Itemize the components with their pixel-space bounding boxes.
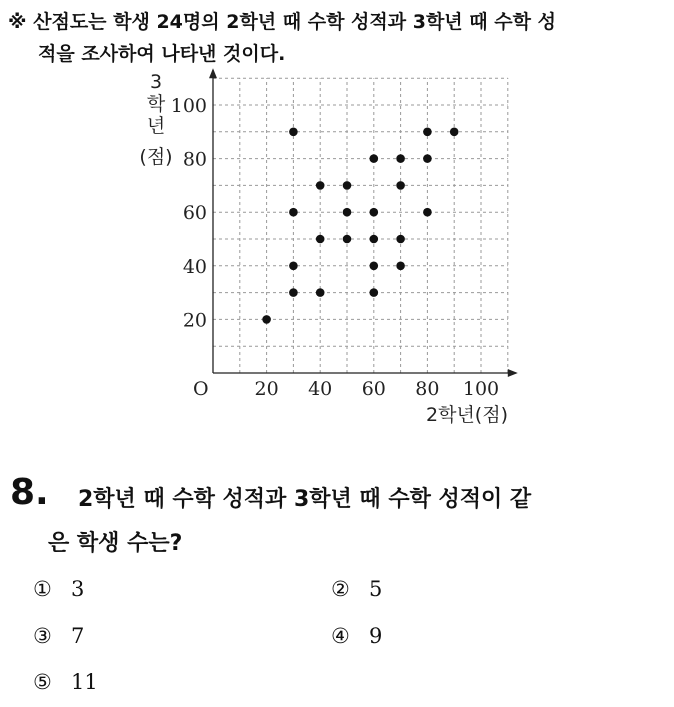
data-point — [289, 262, 298, 271]
x-tick-label: 100 — [462, 378, 500, 400]
data-point — [370, 288, 379, 297]
data-point — [262, 315, 271, 324]
choice-1[interactable]: ① 3 — [33, 577, 85, 601]
data-point — [370, 154, 379, 163]
data-point — [370, 262, 379, 271]
x-axis-label: 2학년(점) — [426, 404, 508, 426]
y-tick-label: 20 — [182, 309, 207, 332]
data-point — [316, 181, 325, 190]
x-tick-label: 60 — [361, 378, 386, 400]
data-point — [396, 154, 405, 163]
data-point — [316, 288, 325, 297]
question-number: 8. — [10, 472, 49, 513]
x-tick-label: 20 — [254, 378, 279, 400]
data-point — [289, 208, 298, 217]
y-axis-label-part: (점) — [139, 146, 173, 168]
y-tick-label: 80 — [182, 148, 207, 171]
choice-5[interactable]: ⑤ 11 — [33, 670, 98, 694]
data-point — [396, 262, 405, 271]
y-axis-label-part: 학 — [146, 93, 166, 115]
data-point — [289, 128, 298, 137]
intro-line-1: ※ 산점도는 학생 24명의 2학년 때 수학 성적과 3학년 때 수학 성 — [8, 11, 556, 33]
choice-2[interactable]: ② 5 — [331, 577, 383, 601]
y-tick-label: 60 — [182, 202, 207, 225]
data-point — [289, 288, 298, 297]
data-point — [343, 235, 352, 244]
x-axis-arrow — [508, 369, 518, 377]
y-axis-arrow — [209, 68, 217, 78]
origin-label: O — [193, 378, 209, 400]
intro-line-2: 적을 조사하여 나타낸 것이다. — [38, 43, 286, 65]
data-point — [423, 154, 432, 163]
data-point — [316, 235, 325, 244]
data-point — [396, 235, 405, 244]
data-point — [370, 208, 379, 217]
y-tick-label: 40 — [182, 255, 207, 278]
y-axis-label-part: 3 — [149, 71, 163, 93]
data-point — [343, 181, 352, 190]
data-point — [423, 128, 432, 137]
question-text — [48, 478, 648, 566]
question-line-1: 2학년 때 수학 성적과 3학년 때 수학 성적이 같 — [78, 487, 532, 512]
choice-3[interactable]: ③ 7 — [33, 624, 85, 648]
y-tick-label: 100 — [170, 95, 207, 117]
question-line-2: 은 학생 수는? — [48, 531, 183, 556]
data-point — [423, 208, 432, 217]
data-point — [370, 235, 379, 244]
data-point — [396, 181, 405, 190]
data-point — [450, 128, 459, 137]
data-point — [343, 208, 352, 217]
choice-4[interactable]: ④ 9 — [331, 624, 383, 648]
note-marker: ※ — [8, 11, 27, 33]
x-tick-label: 40 — [308, 378, 333, 400]
x-tick-label: 80 — [415, 378, 440, 400]
y-axis-label-part: 년 — [146, 115, 166, 137]
